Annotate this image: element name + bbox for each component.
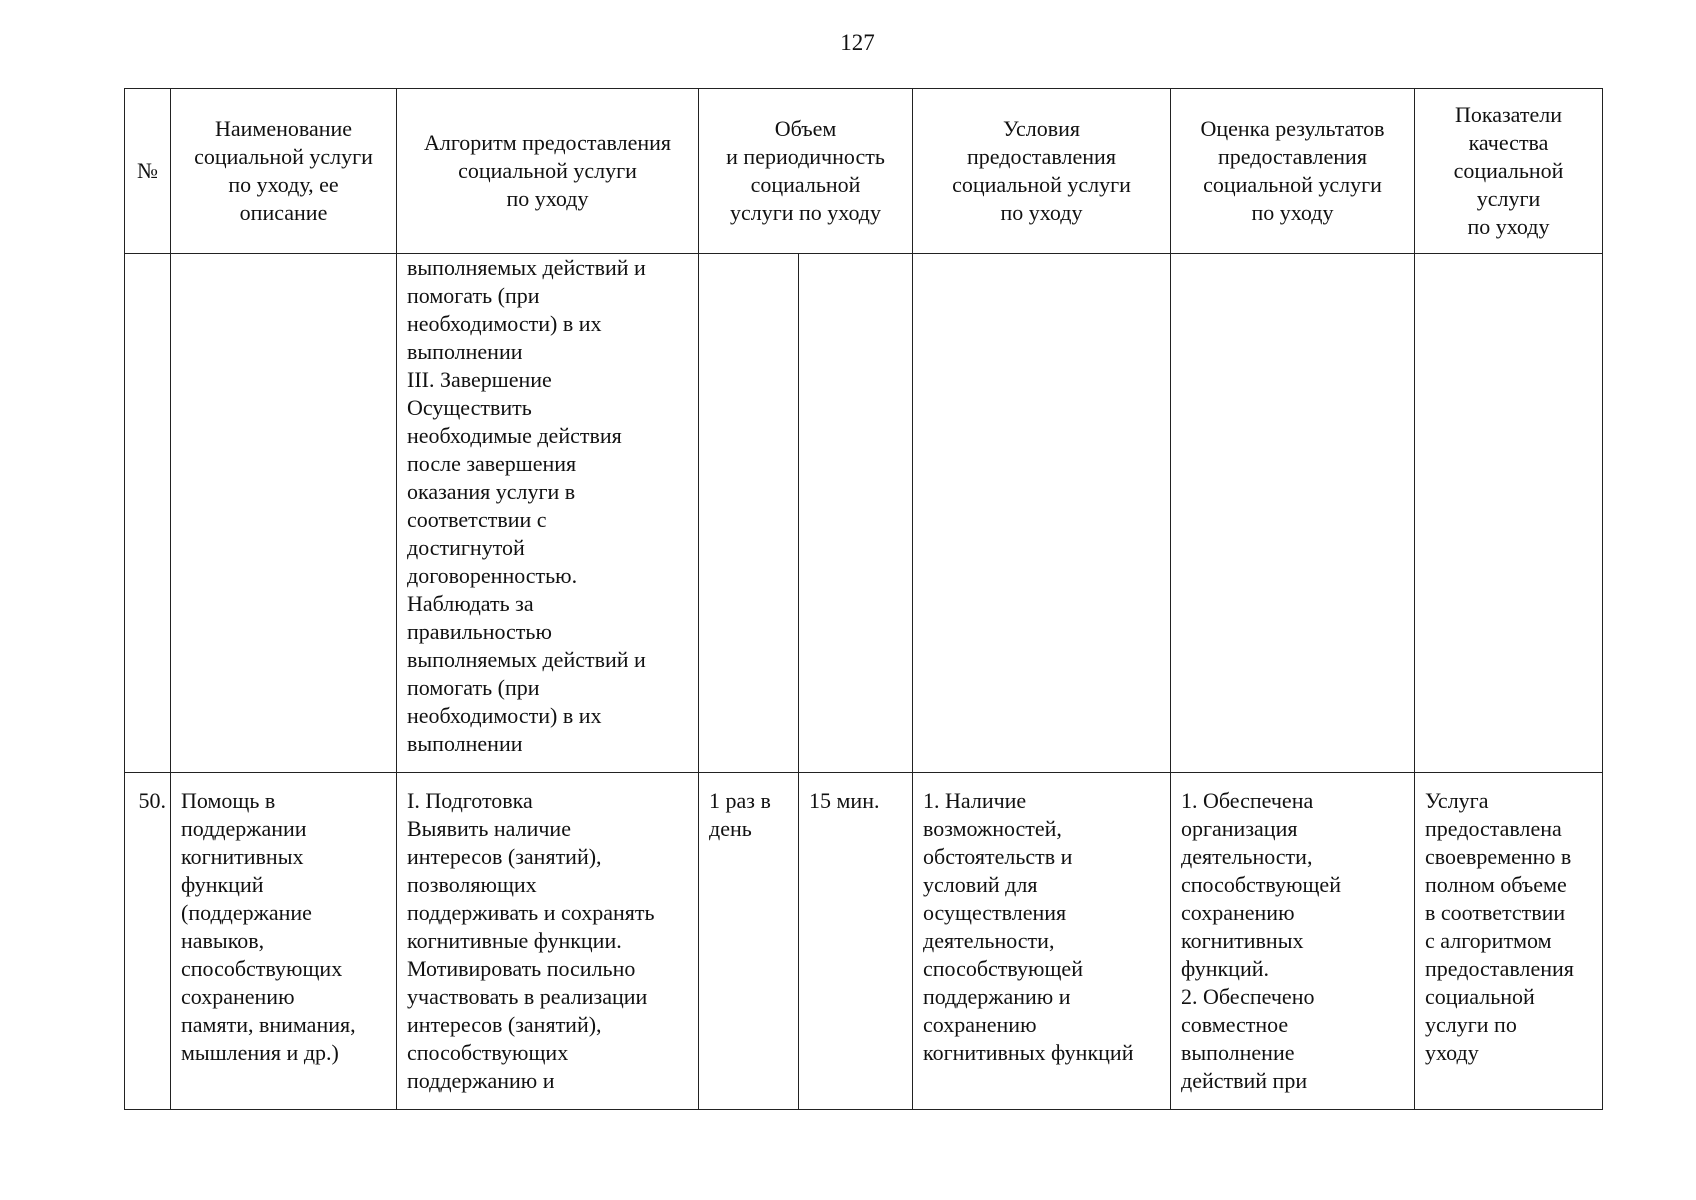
header-quality: Показатели качества социальной услуги по уходу (1415, 89, 1603, 254)
cell-quality (1415, 254, 1603, 773)
table-header-row (125, 89, 1603, 254)
social-services-table (124, 88, 1603, 1110)
cell-number: 50. (125, 773, 171, 1110)
cell-number (125, 254, 171, 773)
header-algorithm: Алгоритм предоставления социальной услуги по уходу (397, 89, 699, 254)
header-service-name: Наименование социальной услуги по уходу, ее описание (171, 89, 397, 254)
cell-frequency: 1 раз в день (699, 773, 799, 1110)
cell-algorithm: I. Подготовка Выявить наличие интересов (занятий), позволяющих поддерживать и сохранять когнитивные функции. Мотивировать посильно участвовать в реализации интересов (занятий), способствующих поддержанию и (397, 773, 699, 1110)
header-number: № (125, 89, 171, 254)
cell-conditions: 1. Наличие возможностей, обстоятельств и условий для осуществления деятельности, способствующей поддержанию и сохранению когнитивных функций (913, 773, 1171, 1110)
cell-frequency (699, 254, 799, 773)
header-evaluation: Оценка результатов предоставления социальной услуги по уходу (1171, 89, 1415, 254)
cell-duration: 15 мин. (799, 773, 913, 1110)
cell-service-name: Помощь в поддержании когнитивных функций (поддержание навыков, способствующих сохранению памяти, внимания, мышления и др.) (171, 773, 397, 1110)
cell-service-name (171, 254, 397, 773)
table-row (125, 254, 1603, 773)
cell-duration (799, 254, 913, 773)
cell-algorithm: выполняемых действий и помогать (при необходимости) в их выполнении III. Завершение Осуществить необходимые действия после завершения оказания услуги в соответствии с достигнутой договоренностью. Наблюдать за правильностью выполняемых действий и помогать (при необходимости) в их выполнении (397, 254, 699, 773)
header-conditions: Условия предоставления социальной услуги по уходу (913, 89, 1171, 254)
table-row (125, 773, 1603, 1110)
header-volume-frequency: Объем и периодичность социальной услуги по уходу (699, 89, 913, 254)
cell-evaluation (1171, 254, 1415, 773)
cell-quality: Услуга предоставлена своевременно в полном объеме в соответствии с алгоритмом предоставления социальной услуги по уходу (1415, 773, 1603, 1110)
page-number: 127 (840, 30, 875, 55)
cell-evaluation: 1. Обеспечена организация деятельности, способствующей сохранению когнитивных функций. 2. Обеспечено совместное выполнение действий при (1171, 773, 1415, 1110)
cell-conditions (913, 254, 1171, 773)
